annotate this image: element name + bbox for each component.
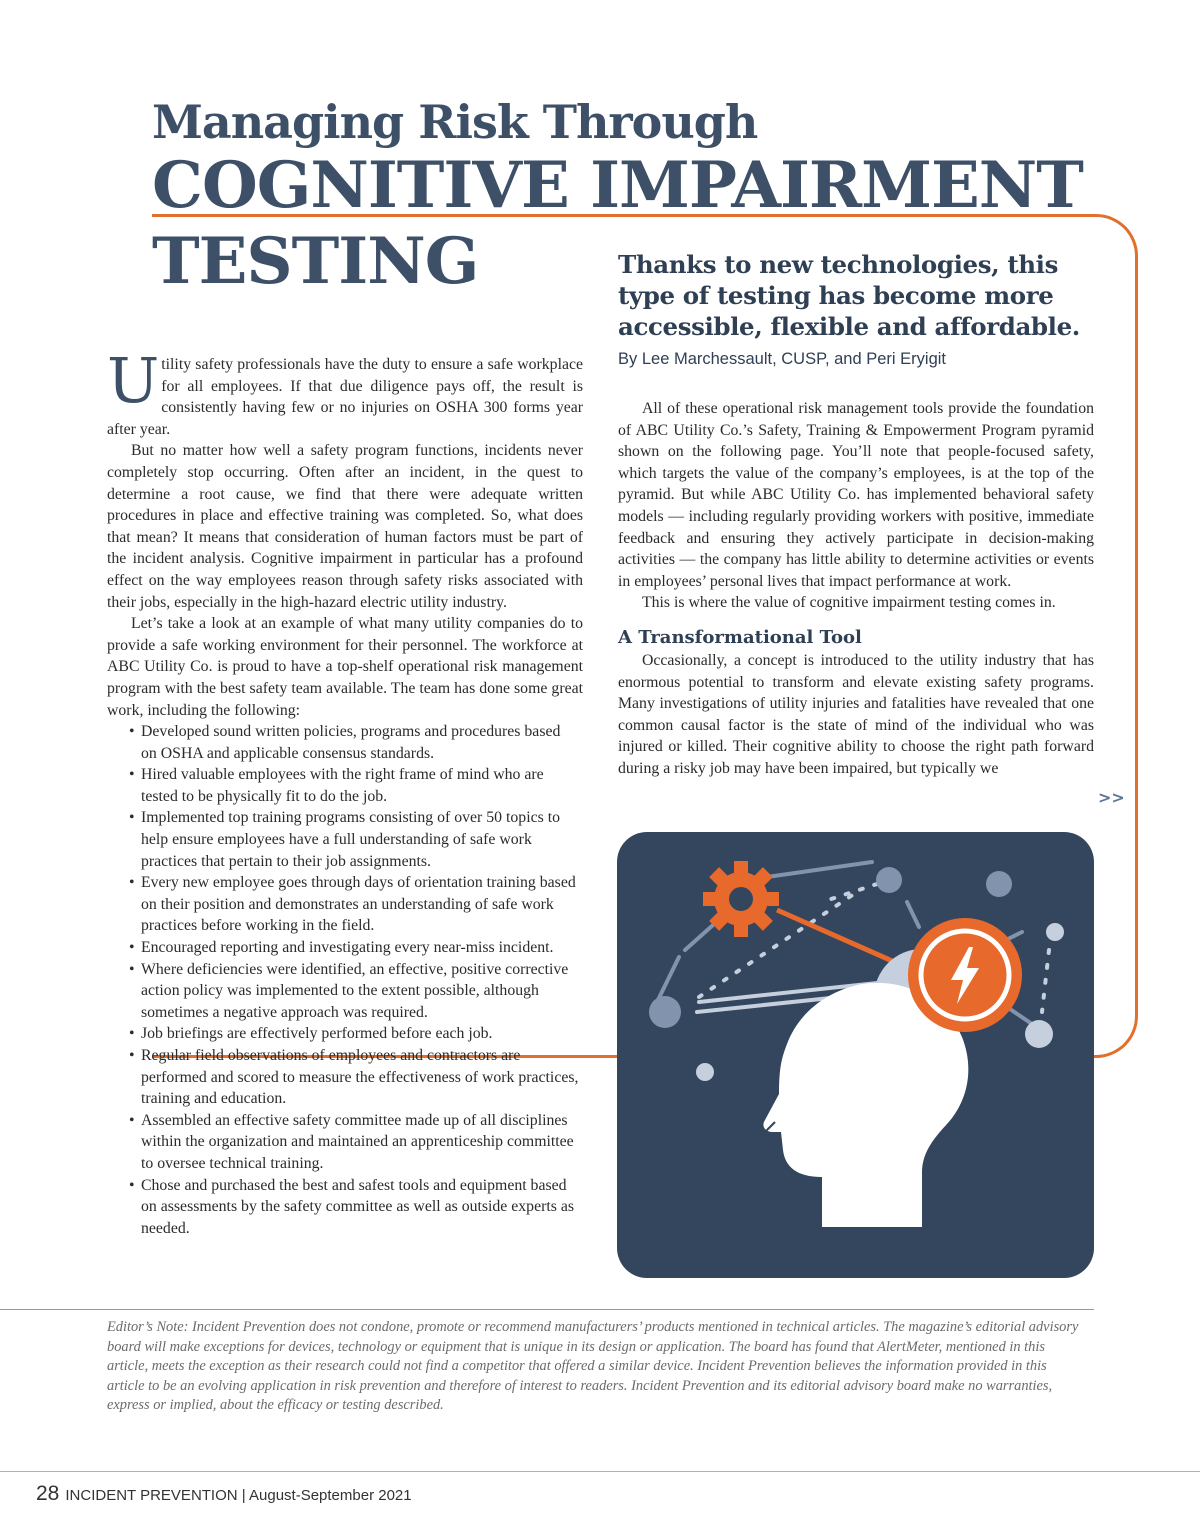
list-item: • Where deficiencies were identified, an effective, positive corrective action policy was implemented to the extent possible, although sometimes a negative approach was required. bbox=[129, 959, 579, 1024]
section-divider bbox=[0, 1309, 1094, 1310]
paragraph: Occasionally, a concept is introduced to the utility industry that has enormous potential to transform and elevate existing safety programs. Many investigations of utility injuries and fatalities have revealed that one common causal factor is the state of mind of the individual who was injured or killed. Their cognitive ability to choose the right path forward during a risky job may have been impaired, but typically we bbox=[618, 651, 1094, 777]
left-column bbox=[107, 344, 583, 1239]
list-item: • Regular field observations of employees and contractors are performed and scored to measure the effectiveness of work practices, training and education. bbox=[129, 1045, 579, 1110]
continue-arrow-icon: >> bbox=[1098, 788, 1125, 807]
byline: By Lee Marchessault, CUSP, and Peri Eryigit bbox=[618, 350, 947, 368]
list-item: • Implemented top training programs consisting of over 50 topics to help ensure employees have a full understanding of safe work practices that pertain to their job assignments. bbox=[129, 807, 579, 872]
gear-icon bbox=[703, 861, 779, 937]
article-deck: Thanks to new technologies, this type of testing has become more accessible, flexible and affordable. bbox=[618, 250, 1080, 341]
right-column bbox=[618, 398, 1094, 780]
paragraph: But no matter how well a safety program functions, incidents never completely stop occurring. Often after an incident, in the quest to determine a root cause, we find that there were adequate written procedures in place and effective training was completed. So, what does that mean? It means that consideration of human factors must be part of the incident analysis. Cognitive impairment in particular has a profound effect on the way employees reason through safety risks associated with their jobs, especially in the high-hazard electric utility industry. bbox=[107, 442, 583, 611]
list-item: • Chose and purchased the best and safest tools and equipment based on assessments by the safety committee as well as outside experts as needed. bbox=[129, 1175, 579, 1240]
editors-note: Editor’s Note: Incident Prevention does not condone, promote or recommend manufacturers’ products mentioned in technical articles. The magazine’s editorial advisory board will make exceptions for devices, technology or equipment that is unique in its design or application. The board has found that AlertMeter, mentioned in this article, meets the exception as their research could not find a competitor that offered a similar device. Incident Prevention believes the information provided in this article to be an evolving application in risk prevention and therefore of interest to readers. Incident Prevention and its editorial advisory board make no warranties, express or implied, about the efficacy or testing described. bbox=[107, 1319, 1079, 1414]
section-subhead: A Transformational Tool bbox=[618, 626, 862, 648]
paragraph: This is where the value of cognitive impairment testing comes in. bbox=[642, 594, 1056, 612]
achievements-list bbox=[107, 721, 579, 1239]
headline-line-3: TESTING bbox=[152, 224, 479, 299]
page-footer bbox=[36, 1482, 412, 1506]
list-item: • Encouraged reporting and investigating every near-miss incident. bbox=[129, 937, 579, 959]
list-item: • Assembled an effective safety committee made up of all disciplines within the organization and maintained an apprenticeship committee to oversee technical training. bbox=[129, 1110, 579, 1175]
paragraph: Let’s take a look at an example of what many utility companies do to provide a safe working environment for their personnel. The workforce at ABC Utility Co. is proud to have a top-shelf operational risk management program with the best safety team available. The team has done some great work, including the following: bbox=[107, 615, 583, 719]
list-item: • Hired valuable employees with the right frame of mind who are tested to be physically fit to do the job. bbox=[129, 764, 579, 807]
footer-divider bbox=[0, 1471, 1200, 1472]
page-number: 28 bbox=[36, 1482, 60, 1505]
cognitive-illustration bbox=[617, 832, 1094, 1278]
headline-line-2: COGNITIVE IMPAIRMENT bbox=[152, 148, 1083, 223]
drop-cap: U bbox=[107, 344, 160, 417]
intro-paragraph bbox=[107, 344, 583, 440]
paragraph: All of these operational risk management tools provide the foundation of ABC Utility Co.’s Safety, Training & Empowerment Program pyramid shown on the following page. You’ll note that people-focused safety, which targets the value of the company’s employees, is at the top of the pyramid. But while ABC Utility Co. has implemented behavioral safety models — including regularly providing workers with positive, immediate feedback and ensuring they actively participate in decision-making activities — the company has little ability to determine activities or events in employees’ personal lives that impact performance at work. bbox=[618, 400, 1094, 590]
list-item: • Every new employee goes through days of orientation training based on their position and demonstrates an understanding of safe work practices before working in the field. bbox=[129, 872, 579, 937]
publication-info: INCIDENT PREVENTION | August-September 2021 bbox=[65, 1487, 412, 1504]
intro-text: tility safety professionals have the duty to ensure a safe workplace for all employees. If that due diligence pays off, the result is consistently having few or no injuries on OSHA 300 forms year after year. bbox=[107, 356, 583, 438]
list-item: • Job briefings are effectively performed before each job. bbox=[129, 1023, 579, 1045]
headline-line-1: Managing Risk Through bbox=[152, 95, 758, 149]
list-item: • Developed sound written policies, programs and procedures based on OSHA and applicable consensus standards. bbox=[129, 721, 579, 764]
